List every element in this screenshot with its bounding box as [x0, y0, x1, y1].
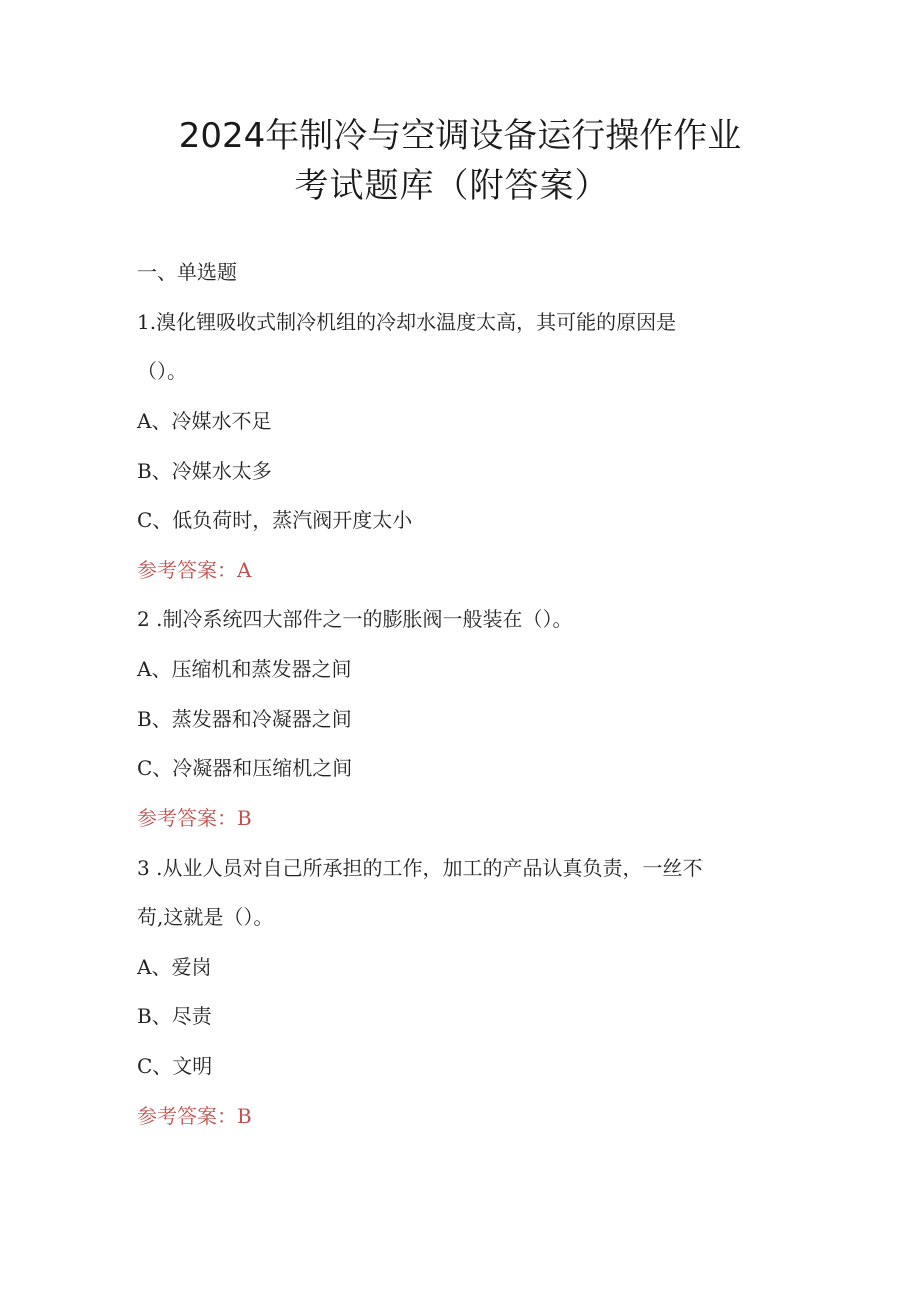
question-3-option-a: A、爱岗	[137, 955, 212, 979]
question-2-answer: 参考答案：B	[137, 806, 252, 830]
question-1-option-a: A、冷媒水不足	[137, 409, 272, 433]
question-2-stem-line-1: 2 .制冷系统四大部件之一的膨胀阀一般装在（）。	[137, 607, 573, 631]
question-3-option-c: C、文明	[137, 1054, 213, 1078]
question-3-option-b: B、尽责	[137, 1004, 212, 1028]
document-title-line-2: 考试题库（附答案）	[294, 166, 610, 206]
question-3-answer: 参考答案：B	[137, 1104, 252, 1128]
question-1-stem-line-1: 1.溴化锂吸收式制冷机组的冷却水温度太高，其可能的原因是	[137, 310, 677, 334]
section-heading: 一、单选题	[137, 260, 237, 284]
question-1-option-b: B、冷媒水太多	[137, 459, 272, 483]
question-1-answer: 参考答案：A	[137, 558, 252, 582]
question-1-option-c: C、低负荷时，蒸汽阀开度太小	[137, 508, 413, 532]
document-title-line-1: 2024年制冷与空调设备运行操作作业	[178, 116, 742, 156]
question-2-option-b: B、蒸发器和冷凝器之间	[137, 707, 352, 731]
question-2-option-c: C、冷凝器和压缩机之间	[137, 756, 353, 780]
question-3-stem-line-1: 3 .从业人员对自己所承担的工作，加工的产品认真负责，一丝不	[137, 856, 703, 880]
question-2-option-a: A、压缩机和蒸发器之间	[137, 657, 352, 681]
question-3-stem-line-2: 苟,这就是（）。	[137, 905, 274, 929]
question-1-stem-line-2: （）。	[137, 359, 187, 383]
